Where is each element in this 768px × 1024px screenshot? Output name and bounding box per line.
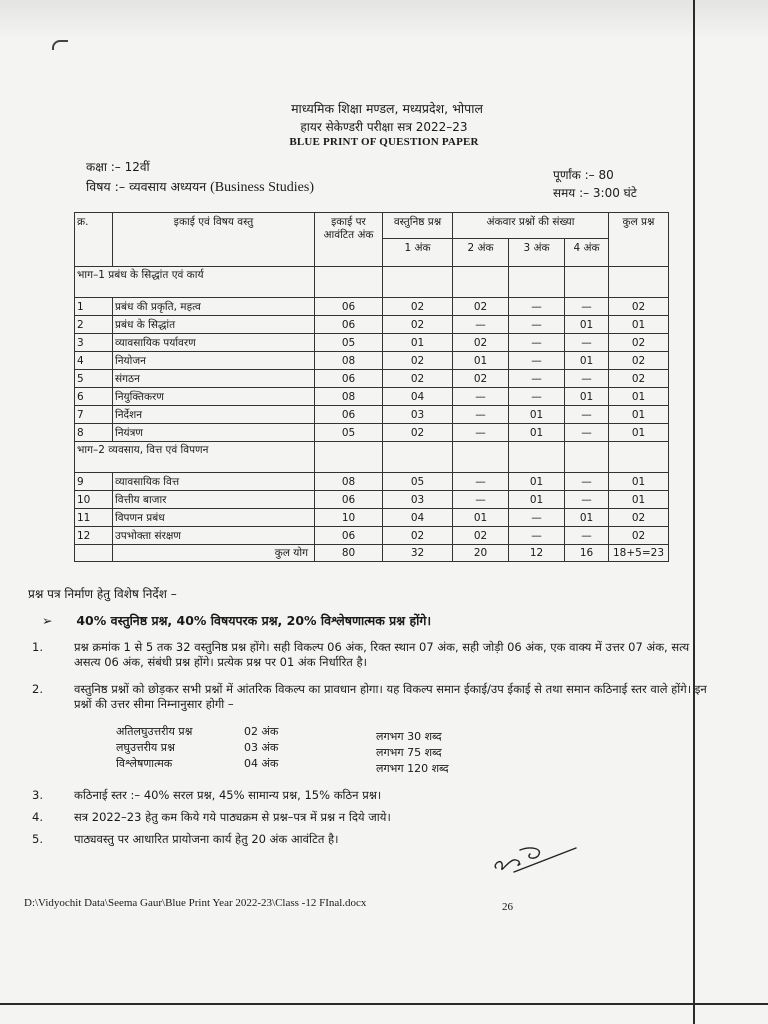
cell-m3: — xyxy=(509,509,565,527)
cell-sno: 8 xyxy=(75,424,113,442)
qtype-limit: लगभग 120 शब्द xyxy=(376,762,449,775)
page-top-shade xyxy=(0,0,768,40)
section-1-title: भाग–1 प्रबंध के सिद्धांत एवं कार्य xyxy=(75,267,315,298)
cell-sno: 2 xyxy=(75,316,113,334)
cell-marks: 10 xyxy=(315,509,383,527)
cell-unit: नियोजन xyxy=(113,352,315,370)
cell-m2: — xyxy=(453,316,509,334)
arrow-bullet-icon: ➢ xyxy=(42,613,53,628)
qtype-name: लघुउत्तरीय प्रश्न xyxy=(116,741,175,754)
time-label: समय :– 3:00 घंटे xyxy=(553,186,637,200)
cell-m2: 01 xyxy=(453,509,509,527)
cell-sno: 6 xyxy=(75,388,113,406)
class-label: कक्षा :– 12वीं xyxy=(86,160,150,174)
cell-marks: 08 xyxy=(315,388,383,406)
cell-unit: प्रबंध के सिद्धांत xyxy=(113,316,315,334)
cell-total: 01 xyxy=(609,491,669,509)
document-title: BLUE PRINT OF QUESTION PAPER xyxy=(289,136,479,148)
header-total: कुल प्रश्न xyxy=(609,213,669,267)
cell-m3: — xyxy=(509,527,565,545)
max-marks-label: पूर्णांक :– 80 xyxy=(553,168,614,182)
subject-hindi: विषय :– व्यवसाय अध्ययन xyxy=(86,179,207,194)
cell-m2: — xyxy=(453,406,509,424)
cell-unit: संगठन xyxy=(113,370,315,388)
cell-unit: व्यावसायिक वित्त xyxy=(113,473,315,491)
cell-sno: 3 xyxy=(75,334,113,352)
cell-marks: 06 xyxy=(315,370,383,388)
cell-obj: 04 xyxy=(383,509,453,527)
cell-m3: 01 xyxy=(509,406,565,424)
cell-m4: 01 xyxy=(565,509,609,527)
section-1-row xyxy=(75,267,669,298)
cell-sno: 9 xyxy=(75,473,113,491)
cell-m3: 01 xyxy=(509,424,565,442)
cell-m4: — xyxy=(565,406,609,424)
weightage-text: 40% वस्तुनिष्ठ प्रश्न, 40% विषयपरक प्रश्न, 20% विश्लेषणात्मक प्रश्न होंगे। xyxy=(76,613,432,628)
cell-m4: — xyxy=(565,334,609,352)
cell-m2: 02 xyxy=(453,370,509,388)
table-row xyxy=(75,388,669,406)
page-number: 26 xyxy=(502,901,513,913)
cell-unit: विपणन प्रबंध xyxy=(113,509,315,527)
cell-m3: — xyxy=(509,370,565,388)
cell-m4: 01 xyxy=(565,388,609,406)
item-number: 5. xyxy=(32,832,43,846)
table-row xyxy=(75,316,669,334)
cell-m4: — xyxy=(565,370,609,388)
cell-m3: 12 xyxy=(509,545,565,562)
cell-sno: 1 xyxy=(75,298,113,316)
item-number: 4. xyxy=(32,810,43,824)
table-row xyxy=(75,370,669,388)
header-4-marks: 4 अंक xyxy=(565,239,609,267)
table-row xyxy=(75,352,669,370)
page-bottom-edge xyxy=(0,1003,768,1005)
cell-marks: 05 xyxy=(315,424,383,442)
cell-marks: 06 xyxy=(315,316,383,334)
cell-m3: — xyxy=(509,316,565,334)
cell-unit: व्यावसायिक पर्यावरण xyxy=(113,334,315,352)
cell-obj: 03 xyxy=(383,491,453,509)
blueprint-table xyxy=(74,212,669,562)
cell-unit: वित्तीय बाजार xyxy=(113,491,315,509)
cell-obj: 32 xyxy=(383,545,453,562)
cell-m2: 01 xyxy=(453,352,509,370)
cell-total: 01 xyxy=(609,424,669,442)
header-marks: इकाई पर आवंटित अंक xyxy=(315,213,383,267)
table-row xyxy=(75,491,669,509)
cell-obj: 02 xyxy=(383,370,453,388)
cell-m4: 01 xyxy=(565,352,609,370)
cell-obj: 04 xyxy=(383,388,453,406)
cell-sno: 4 xyxy=(75,352,113,370)
table-row xyxy=(75,509,669,527)
cell-unit: प्रबंध की प्रकृति, महत्व xyxy=(113,298,315,316)
cell-m3: 01 xyxy=(509,473,565,491)
table-row xyxy=(75,406,669,424)
header-2-marks: 2 अंक xyxy=(453,239,509,267)
cell-obj: 02 xyxy=(383,424,453,442)
cell-sno: 11 xyxy=(75,509,113,527)
item-text: सत्र 2022–23 हेतु कम किये गये पाठ्यक्रम से प्रश्न–पत्र में प्रश्न न दिये जाये। xyxy=(74,810,391,824)
table-header-row-1 xyxy=(75,213,669,239)
cell-total: 01 xyxy=(609,316,669,334)
totals-label: कुल योग xyxy=(113,545,315,562)
qtype-limit: लगभग 75 शब्द xyxy=(376,746,442,759)
cell-marks: 08 xyxy=(315,352,383,370)
section-2-title: भाग–2 व्यवसाय, वित्त एवं विपणन xyxy=(75,442,315,473)
cell-m2: — xyxy=(453,424,509,442)
table-row xyxy=(75,473,669,491)
signature-icon xyxy=(490,838,580,882)
qtype-name: विश्लेषणात्मक xyxy=(116,757,173,770)
subject-english: (Business Studies) xyxy=(210,180,314,195)
header-sno: क्र. xyxy=(75,213,113,267)
cell-m3: 01 xyxy=(509,491,565,509)
cell-total: 02 xyxy=(609,298,669,316)
cell-obj: 01 xyxy=(383,334,453,352)
cell-m3: — xyxy=(509,298,565,316)
document-header xyxy=(0,100,768,148)
item-number: 3. xyxy=(32,788,43,802)
cell-total: 01 xyxy=(609,473,669,491)
cell-sno: 5 xyxy=(75,370,113,388)
cell-total: 01 xyxy=(609,388,669,406)
cell-total: 02 xyxy=(609,509,669,527)
cell-obj: 02 xyxy=(383,316,453,334)
table-row xyxy=(75,424,669,442)
cell-m4: 16 xyxy=(565,545,609,562)
item-text: पाठ्यवस्तु पर आधारित प्रायोजना कार्य हेतु 20 अंक आवंटित है। xyxy=(74,832,339,846)
cell-m4: — xyxy=(565,527,609,545)
item-number: 1. xyxy=(32,640,43,654)
instructions-title: प्रश्न पत्र निर्माण हेतु विशेष निर्देश – xyxy=(28,587,177,601)
header-unit: इकाई एवं विषय वस्तु xyxy=(113,213,315,267)
cell-m4: — xyxy=(565,424,609,442)
cell-sno: 7 xyxy=(75,406,113,424)
cell-unit: उपभोक्ता संरक्षण xyxy=(113,527,315,545)
cell-unit: निर्देशन xyxy=(113,406,315,424)
cell-total: 02 xyxy=(609,370,669,388)
cell-m2: 02 xyxy=(453,527,509,545)
cell-total: 02 xyxy=(609,352,669,370)
cell-m2: 02 xyxy=(453,334,509,352)
qtype-name: अतिलघुउत्तरीय प्रश्न xyxy=(116,725,193,738)
cell-obj: 03 xyxy=(383,406,453,424)
header-objective: वस्तुनिष्ठ प्रश्न xyxy=(383,213,453,239)
table-row xyxy=(75,298,669,316)
cell-obj: 02 xyxy=(383,352,453,370)
cell-marks: 06 xyxy=(315,298,383,316)
cell-marks: 05 xyxy=(315,334,383,352)
cell-unit: नियंत्रण xyxy=(113,424,315,442)
cell-marks: 80 xyxy=(315,545,383,562)
cell-m4: 01 xyxy=(565,316,609,334)
cell-m4: — xyxy=(565,298,609,316)
header-3-marks: 3 अंक xyxy=(509,239,565,267)
item-text: वस्तुनिष्ठ प्रश्नों को छोड़कर सभी प्रश्नों में आंतरिक विकल्प का प्रावधान होगा। यह विकल्प समान ईकाई/उप ईकाई से तथा समान कठिनाई स्तर वाले होंगे। इन प्रश्नों की उत्तर सीमा निम्नानुसार होगी – xyxy=(74,682,707,711)
cell-obj: 02 xyxy=(383,527,453,545)
item-text: प्रश्न क्रमांक 1 से 5 तक 32 वस्तुनिष्ठ प्रश्न होंगे। सही विकल्प 06 अंक, रिक्त स्थान 07 अंक, सही जोड़ी 06 अंक, एक वाक्य में उत्तर 07 अंक, सत्य असत्य 06 अंक, संबंधी प्रश्न होंगे। प्रत्येक प्रश्न पर 01 अंक निर्धारित है। xyxy=(74,640,690,669)
item-text: कठिनाई स्तर :– 40% सरल प्रश्न, 45% सामान्य प्रश्न, 15% कठिन प्रश्न। xyxy=(74,788,382,802)
staple-mark-icon xyxy=(52,40,68,50)
weightage-note xyxy=(42,612,431,629)
qtype-marks: 04 अंक xyxy=(244,757,279,770)
cell-total: 18+5=23 xyxy=(609,545,669,562)
cell-total: 02 xyxy=(609,334,669,352)
section-2-row xyxy=(75,442,669,473)
cell-m2: 02 xyxy=(453,298,509,316)
cell-m2: — xyxy=(453,491,509,509)
qtype-marks: 02 अंक xyxy=(244,725,279,738)
board-name: माध्यमिक शिक्षा मण्डल, मध्यप्रदेश, भोपाल xyxy=(291,101,483,116)
qtype-marks: 03 अंक xyxy=(244,741,279,754)
cell-marks: 06 xyxy=(315,406,383,424)
cell-m4: — xyxy=(565,473,609,491)
cell-marks: 06 xyxy=(315,491,383,509)
cell-marks: 06 xyxy=(315,527,383,545)
cell-total: 02 xyxy=(609,527,669,545)
page-right-edge xyxy=(693,0,695,1024)
cell-unit: नियुक्तिकरण xyxy=(113,388,315,406)
file-path: D:\Vidyochit Data\Seema Gaur\Blue Print Year 2022-23\Class -12 FInal.docx xyxy=(24,897,367,909)
cell-total: 01 xyxy=(609,406,669,424)
cell-sno: 12 xyxy=(75,527,113,545)
qtype-limit: लगभग 30 शब्द xyxy=(376,730,442,743)
cell-m3: — xyxy=(509,334,565,352)
exam-session: हायर सेकेण्डरी परीक्षा सत्र 2022–23 xyxy=(300,120,468,134)
cell-m2: 20 xyxy=(453,545,509,562)
cell-m3: — xyxy=(509,352,565,370)
cell-m2: — xyxy=(453,388,509,406)
cell-m3: — xyxy=(509,388,565,406)
header-obj-mark: 1 अंक xyxy=(383,239,453,267)
table-row xyxy=(75,527,669,545)
header-question-count: अंकवार प्रश्नों की संख्या xyxy=(453,213,609,239)
item-number: 2. xyxy=(32,682,43,696)
cell-marks: 08 xyxy=(315,473,383,491)
totals-row xyxy=(75,545,669,562)
cell-m4: — xyxy=(565,491,609,509)
cell-sno: 10 xyxy=(75,491,113,509)
cell-obj: 02 xyxy=(383,298,453,316)
cell-m2: — xyxy=(453,473,509,491)
table-row xyxy=(75,334,669,352)
cell-obj: 05 xyxy=(383,473,453,491)
subject-label xyxy=(86,178,314,196)
